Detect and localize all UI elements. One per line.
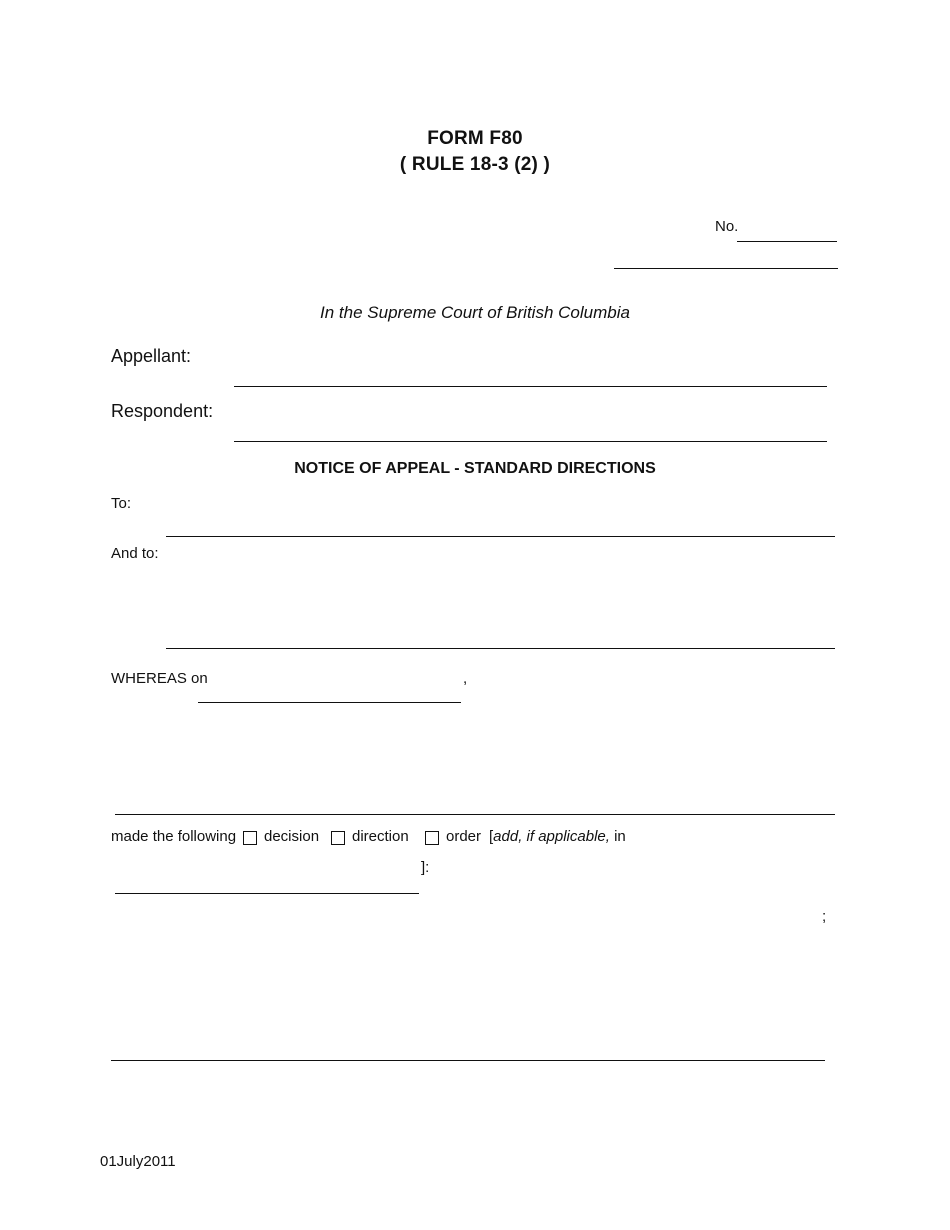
whereas-judge-field[interactable] — [115, 814, 835, 815]
appellant-label: Appellant: — [111, 346, 192, 366]
to-label: To: — [111, 495, 132, 512]
semicolon: ; — [822, 908, 827, 925]
in-text: in — [614, 828, 626, 845]
appellant-field[interactable] — [234, 386, 827, 387]
respondent-field[interactable] — [234, 441, 827, 442]
made-following-label: made the following — [111, 828, 237, 845]
order-label: order — [446, 828, 482, 845]
and-to-field[interactable] — [166, 648, 835, 649]
form-number: FORM F80 — [427, 128, 523, 149]
order-reference-field[interactable] — [115, 893, 419, 894]
respondent-label: Respondent: — [111, 401, 214, 421]
decision-checkbox[interactable] — [243, 831, 257, 845]
registry-location-field[interactable] — [614, 268, 838, 269]
order-details-field[interactable] — [111, 1060, 825, 1061]
registry-no-label: No. — [715, 218, 739, 235]
notice-title: NOTICE OF APPEAL - STANDARD DIRECTIONS — [294, 460, 656, 477]
court-name: In the Supreme Court of British Columbia — [320, 303, 630, 322]
and-to-label: And to: — [111, 545, 159, 562]
applicable-note — [489, 828, 626, 845]
direction-checkbox[interactable] — [331, 831, 345, 845]
whereas-comma: , — [463, 670, 468, 687]
revision-date: 01July2011 — [100, 1153, 176, 1170]
form-rule: ( RULE 18-3 (2) ) — [399, 154, 551, 175]
direction-label: direction — [352, 828, 409, 845]
bracket-close: ]: — [421, 859, 430, 876]
registry-no-field[interactable] — [737, 241, 837, 242]
add-if-applicable-text: add, if applicable, — [493, 828, 610, 845]
bracket-open: [ — [489, 828, 494, 845]
whereas-label: WHEREAS on — [111, 670, 208, 687]
to-field[interactable] — [166, 536, 835, 537]
order-checkbox[interactable] — [425, 831, 439, 845]
whereas-date-field[interactable] — [198, 702, 461, 703]
decision-label: decision — [264, 828, 320, 845]
